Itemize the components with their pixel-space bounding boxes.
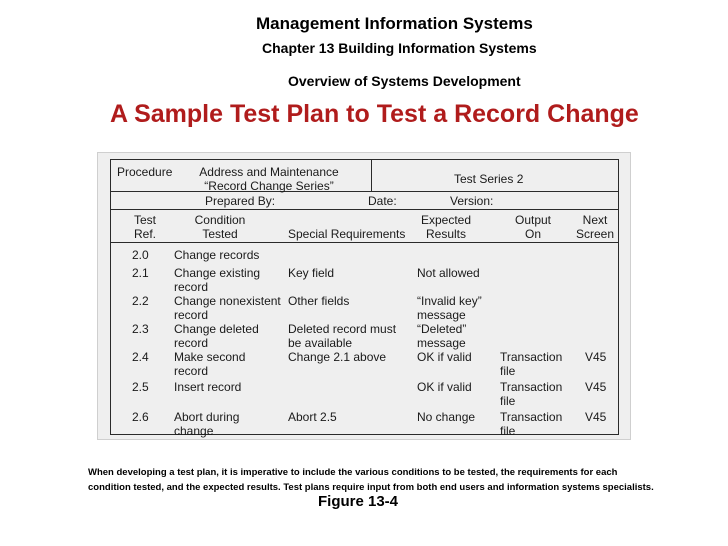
cell-ref: 2.5	[132, 380, 149, 394]
cell-ref: 2.0	[132, 248, 149, 262]
cell-condition: Insert record	[174, 380, 242, 394]
cell-next: V45	[585, 410, 607, 424]
section-title: Overview of Systems Development	[288, 73, 521, 89]
cell-ref: 2.6	[132, 410, 149, 424]
cell-next: V45	[585, 380, 607, 394]
cell-expected: “Deleted” message	[417, 322, 467, 350]
rule-left	[110, 159, 111, 435]
cell-condition: Change existing record	[174, 266, 261, 294]
col-condition: Condition Tested	[194, 213, 246, 241]
cell-special: Other fields	[288, 294, 350, 308]
cell-special: Abort 2.5	[288, 410, 337, 424]
cell-special: Deleted record must be available	[288, 322, 397, 350]
date-label: Date:	[368, 194, 397, 208]
cell-ref: 2.1	[132, 266, 149, 280]
rule-top	[110, 159, 618, 160]
rule-row2	[110, 209, 618, 210]
procedure-label: Procedure	[117, 165, 173, 179]
col-expected: Expected Results	[420, 213, 472, 241]
cell-condition: Make second record	[174, 350, 246, 378]
figure-caption: When developing a test plan, it is imperative to include the various conditions to be tested, the requirements for each condition tested, and the expected results. Test plans require input from both end users and information systems specialists.	[88, 467, 654, 493]
cell-output: Transaction file	[500, 350, 563, 378]
rule-div-top	[371, 159, 372, 192]
col-special: Special Requirements	[288, 227, 406, 241]
rule-row1	[110, 191, 618, 192]
figure-label: Figure 13-4	[318, 493, 399, 510]
cell-expected: OK if valid	[417, 350, 472, 364]
col-test-ref: Test Ref.	[133, 213, 156, 241]
cell-output: Transaction file	[500, 380, 563, 408]
prepared-by: Prepared By:	[205, 194, 276, 208]
series-label: Test Series 2	[454, 172, 524, 186]
cell-ref: 2.4	[132, 350, 149, 364]
chapter-title: Chapter 13 Building Information Systems	[262, 40, 537, 56]
cell-next: V45	[585, 350, 607, 364]
cell-ref: 2.2	[132, 294, 149, 308]
course-title: Management Information Systems	[256, 14, 533, 33]
col-next: Next Screen	[575, 213, 615, 241]
cell-condition: Change nonexistent record	[174, 294, 281, 322]
col-output: Output On	[514, 213, 552, 241]
version-label: Version:	[450, 194, 494, 208]
test-plan-figure	[97, 152, 631, 440]
cell-special: Change 2.1 above	[288, 350, 387, 364]
cell-output: Transaction file	[500, 410, 563, 438]
rule-header	[110, 242, 618, 243]
cell-condition: Abort during change	[174, 410, 240, 438]
cell-expected: “Invalid key” message	[417, 294, 482, 322]
procedure-value: Address and Maintenance “Record Change Series”	[199, 165, 339, 193]
cell-condition: Change deleted record	[174, 322, 259, 350]
slide-title: A Sample Test Plan to Test a Record Change	[110, 100, 639, 128]
cell-expected: Not allowed	[417, 266, 480, 280]
cell-special: Key field	[288, 266, 335, 280]
rule-right	[618, 159, 619, 435]
cell-ref: 2.3	[132, 322, 149, 336]
cell-condition: Change records	[174, 248, 260, 262]
cell-expected: OK if valid	[417, 380, 472, 394]
cell-expected: No change	[417, 410, 476, 424]
